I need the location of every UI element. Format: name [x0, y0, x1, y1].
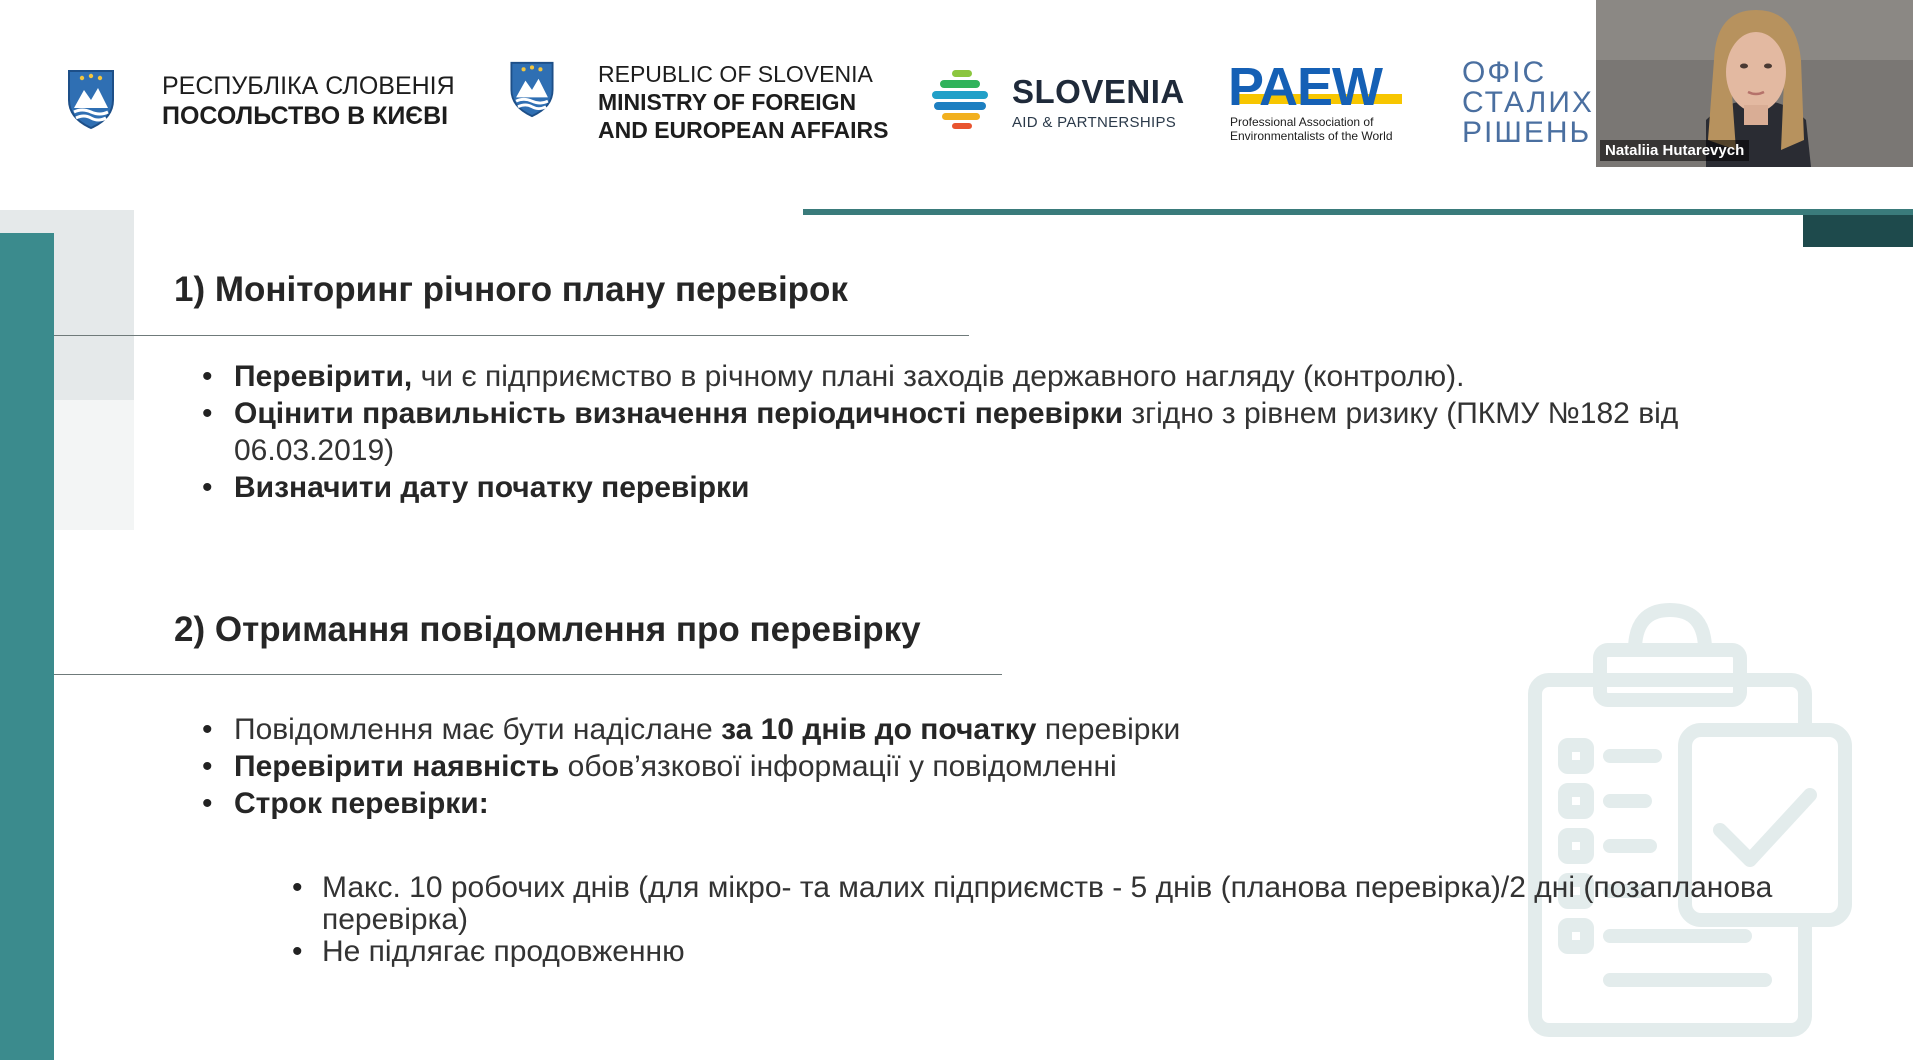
bullet-text: перевірки	[1036, 713, 1181, 746]
slovenia-coat-of-arms-icon	[508, 60, 556, 118]
embassy-line1: РЕСПУБЛІКА СЛОВЕНІЯ	[162, 72, 455, 100]
section2-sub-bullet-list	[292, 872, 1872, 968]
section2-sub-bullet: • Макс. 10 робочих днів (для мікро- та малих підприємств - 5 днів (планова перевірка)/2 дні (позапланова перевірка)	[292, 872, 1872, 936]
paew-title: PAEW	[1228, 57, 1382, 117]
ministry-name	[598, 60, 889, 144]
bullet-bold: Строк перевірки:	[234, 787, 489, 820]
embassy-line2: ПОСОЛЬСТВО В КИЄВІ	[162, 102, 449, 130]
slovenia-aid-subtitle: AID & PARTNERSHIPS	[1012, 114, 1177, 131]
ofis-line3: РІШЕНЬ	[1462, 116, 1592, 149]
section1-heading: 1) Моніторинг річного плану перевірок	[174, 270, 848, 309]
bullet-bold: за 10 днів до початку	[721, 713, 1037, 746]
section1-bullet-list	[202, 358, 1762, 506]
ministry-line3: AND EUROPEAN AFFAIRS	[598, 117, 889, 143]
paew-subtitle	[1230, 115, 1393, 143]
section2-divider	[54, 674, 1002, 675]
slovenia-aid-globe-icon	[930, 68, 992, 130]
bullet-bold: Перевірити наявність	[234, 750, 560, 783]
section2-bullet	[202, 711, 1702, 748]
ministry-line1: REPUBLIC OF SLOVENIA	[598, 61, 873, 87]
participant-name-label: Nataliia Hutarevych	[1600, 140, 1749, 161]
ministry-line2: MINISTRY OF FOREIGN	[598, 89, 857, 115]
section1-divider	[54, 335, 969, 336]
section2-bullet-list	[202, 711, 1702, 822]
slovenia-coat-of-arms-icon	[66, 68, 116, 130]
slovenia-aid-title: SLOVENIA	[1012, 73, 1185, 110]
bullet-bold: Оцінити правильність визначення періодичності перевірки	[234, 397, 1124, 430]
section2-bullet	[202, 785, 1702, 822]
ofis-logo	[1462, 58, 1594, 148]
ofis-line1: ОФІС	[1462, 56, 1547, 89]
section2-heading: 2) Отримання повідомлення про перевірку	[174, 610, 921, 649]
paew-subtitle-line1: Professional Association of	[1230, 115, 1374, 129]
bullet-bold: Перевірити,	[234, 360, 413, 393]
participant-video-tile[interactable]	[1596, 0, 1913, 167]
section1-bullet	[202, 395, 1762, 469]
section2-bullet	[202, 748, 1702, 785]
bullet-text: чи є підприємство в річному плані заходів державного нагляду (контролю).	[412, 360, 1465, 393]
bullet-bold: Визначити дату початку перевірки	[234, 471, 750, 504]
embassy-name	[162, 71, 455, 131]
paew-subtitle-line2: Environmentalists of the World	[1230, 129, 1393, 143]
section1-bullet	[202, 469, 1762, 506]
left-accent-bar	[0, 233, 54, 1060]
ofis-line2: СТАЛИХ	[1462, 86, 1594, 119]
section2-sub-bullet: • Не підлягає продовженню	[292, 936, 1872, 968]
bullet-text: обов’язкової інформації у повідомленні	[559, 750, 1117, 783]
top-accent-block	[1803, 215, 1913, 247]
bullet-text: Повідомлення має бути надіслане	[234, 713, 722, 746]
section1-bullet	[202, 358, 1762, 395]
top-accent-line	[803, 209, 1913, 215]
bullet-text: згідно з рівнем ризику (ПКМУ №182 від 06.03.2019)	[234, 397, 1679, 467]
light-accent-tile	[54, 400, 134, 530]
